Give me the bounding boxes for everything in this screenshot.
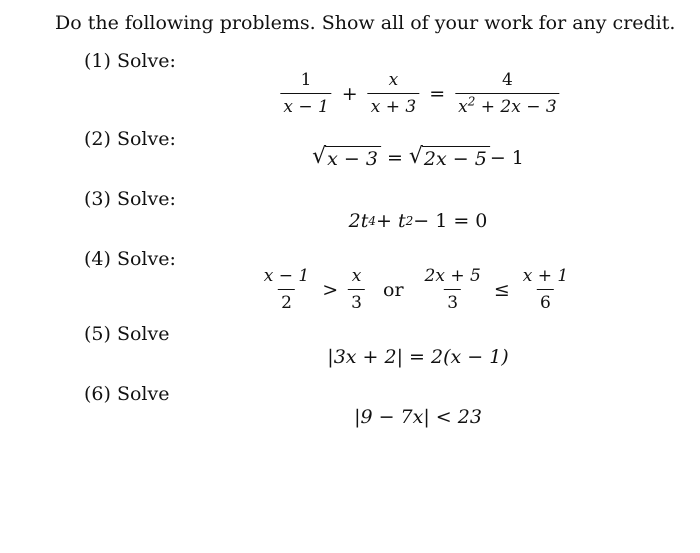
greater-than-sign: > (322, 278, 339, 301)
fraction-1-denominator: x − 1 (280, 93, 331, 117)
fraction-3-denominator: 3 (444, 289, 461, 313)
problem-4-label: (4) Solve: (84, 248, 176, 270)
fraction-2 (368, 70, 419, 117)
fraction-1-numerator: x − 1 (263, 266, 310, 286)
sqrt-1 (312, 146, 381, 170)
fraction-3 (422, 266, 484, 313)
instructions: Do the following problems. Show all of your work for any credit. (55, 12, 676, 34)
fraction-1 (261, 266, 312, 313)
term-c: − 1 = 0 (413, 210, 488, 232)
problem-6-label: (6) Solve (84, 383, 170, 405)
problem-1-label: (1) Solve: (84, 50, 176, 72)
den-base: x (458, 97, 468, 117)
fraction-3 (455, 70, 560, 117)
fraction-3-numerator: 2x + 5 (424, 266, 481, 286)
problem-4-equation (257, 266, 575, 313)
term-b: + t (375, 210, 406, 232)
fraction-2 (348, 266, 365, 313)
den-rest: + 2x − 3 (475, 97, 557, 117)
problem-3-equation: 2t 4 + t 2 − 1 = 0 (348, 210, 488, 232)
sqrt-2-radicand: 2x − 5 (422, 146, 490, 170)
problem-3-label: (3) Solve: (84, 188, 176, 210)
problem-6-equation: |9 − 7x| < 23 (354, 406, 482, 428)
problem-2-label: (2) Solve: (84, 128, 176, 150)
problem-5-label: (5) Solve (84, 323, 170, 345)
less-equal-sign: ≤ (493, 278, 510, 301)
term-a: 2t (348, 210, 369, 232)
sqrt-2 (409, 146, 490, 170)
fraction-2-numerator: x (388, 70, 399, 90)
radical-icon: √ (312, 144, 327, 169)
fraction-2-denominator: 3 (348, 289, 365, 313)
fraction-3-denominator (455, 93, 560, 117)
plus-sign: + (341, 82, 358, 105)
problem-2-equation (312, 146, 524, 170)
fraction-2-numerator: x (351, 266, 362, 286)
equation-tail: − 1 (489, 147, 524, 169)
den-exponent: 2 (467, 94, 476, 109)
fraction-4 (520, 266, 571, 313)
equals-sign: = (386, 147, 403, 169)
fraction-1 (280, 70, 331, 117)
sqrt-1-radicand: x − 3 (325, 146, 381, 170)
fraction-3-numerator: 4 (501, 70, 513, 90)
fraction-4-denominator: 6 (537, 289, 554, 313)
equals-sign: = (429, 82, 446, 105)
fraction-4-numerator: x + 1 (522, 266, 569, 286)
problem-1-equation (276, 70, 563, 117)
radical-icon: √ (408, 144, 423, 169)
or-word: or (383, 278, 404, 301)
fraction-1-denominator: 2 (278, 289, 295, 313)
fraction-2-denominator: x + 3 (368, 93, 419, 117)
problem-5-equation: |3x + 2| = 2(x − 1) (327, 346, 509, 368)
fraction-1-numerator: 1 (300, 70, 312, 90)
